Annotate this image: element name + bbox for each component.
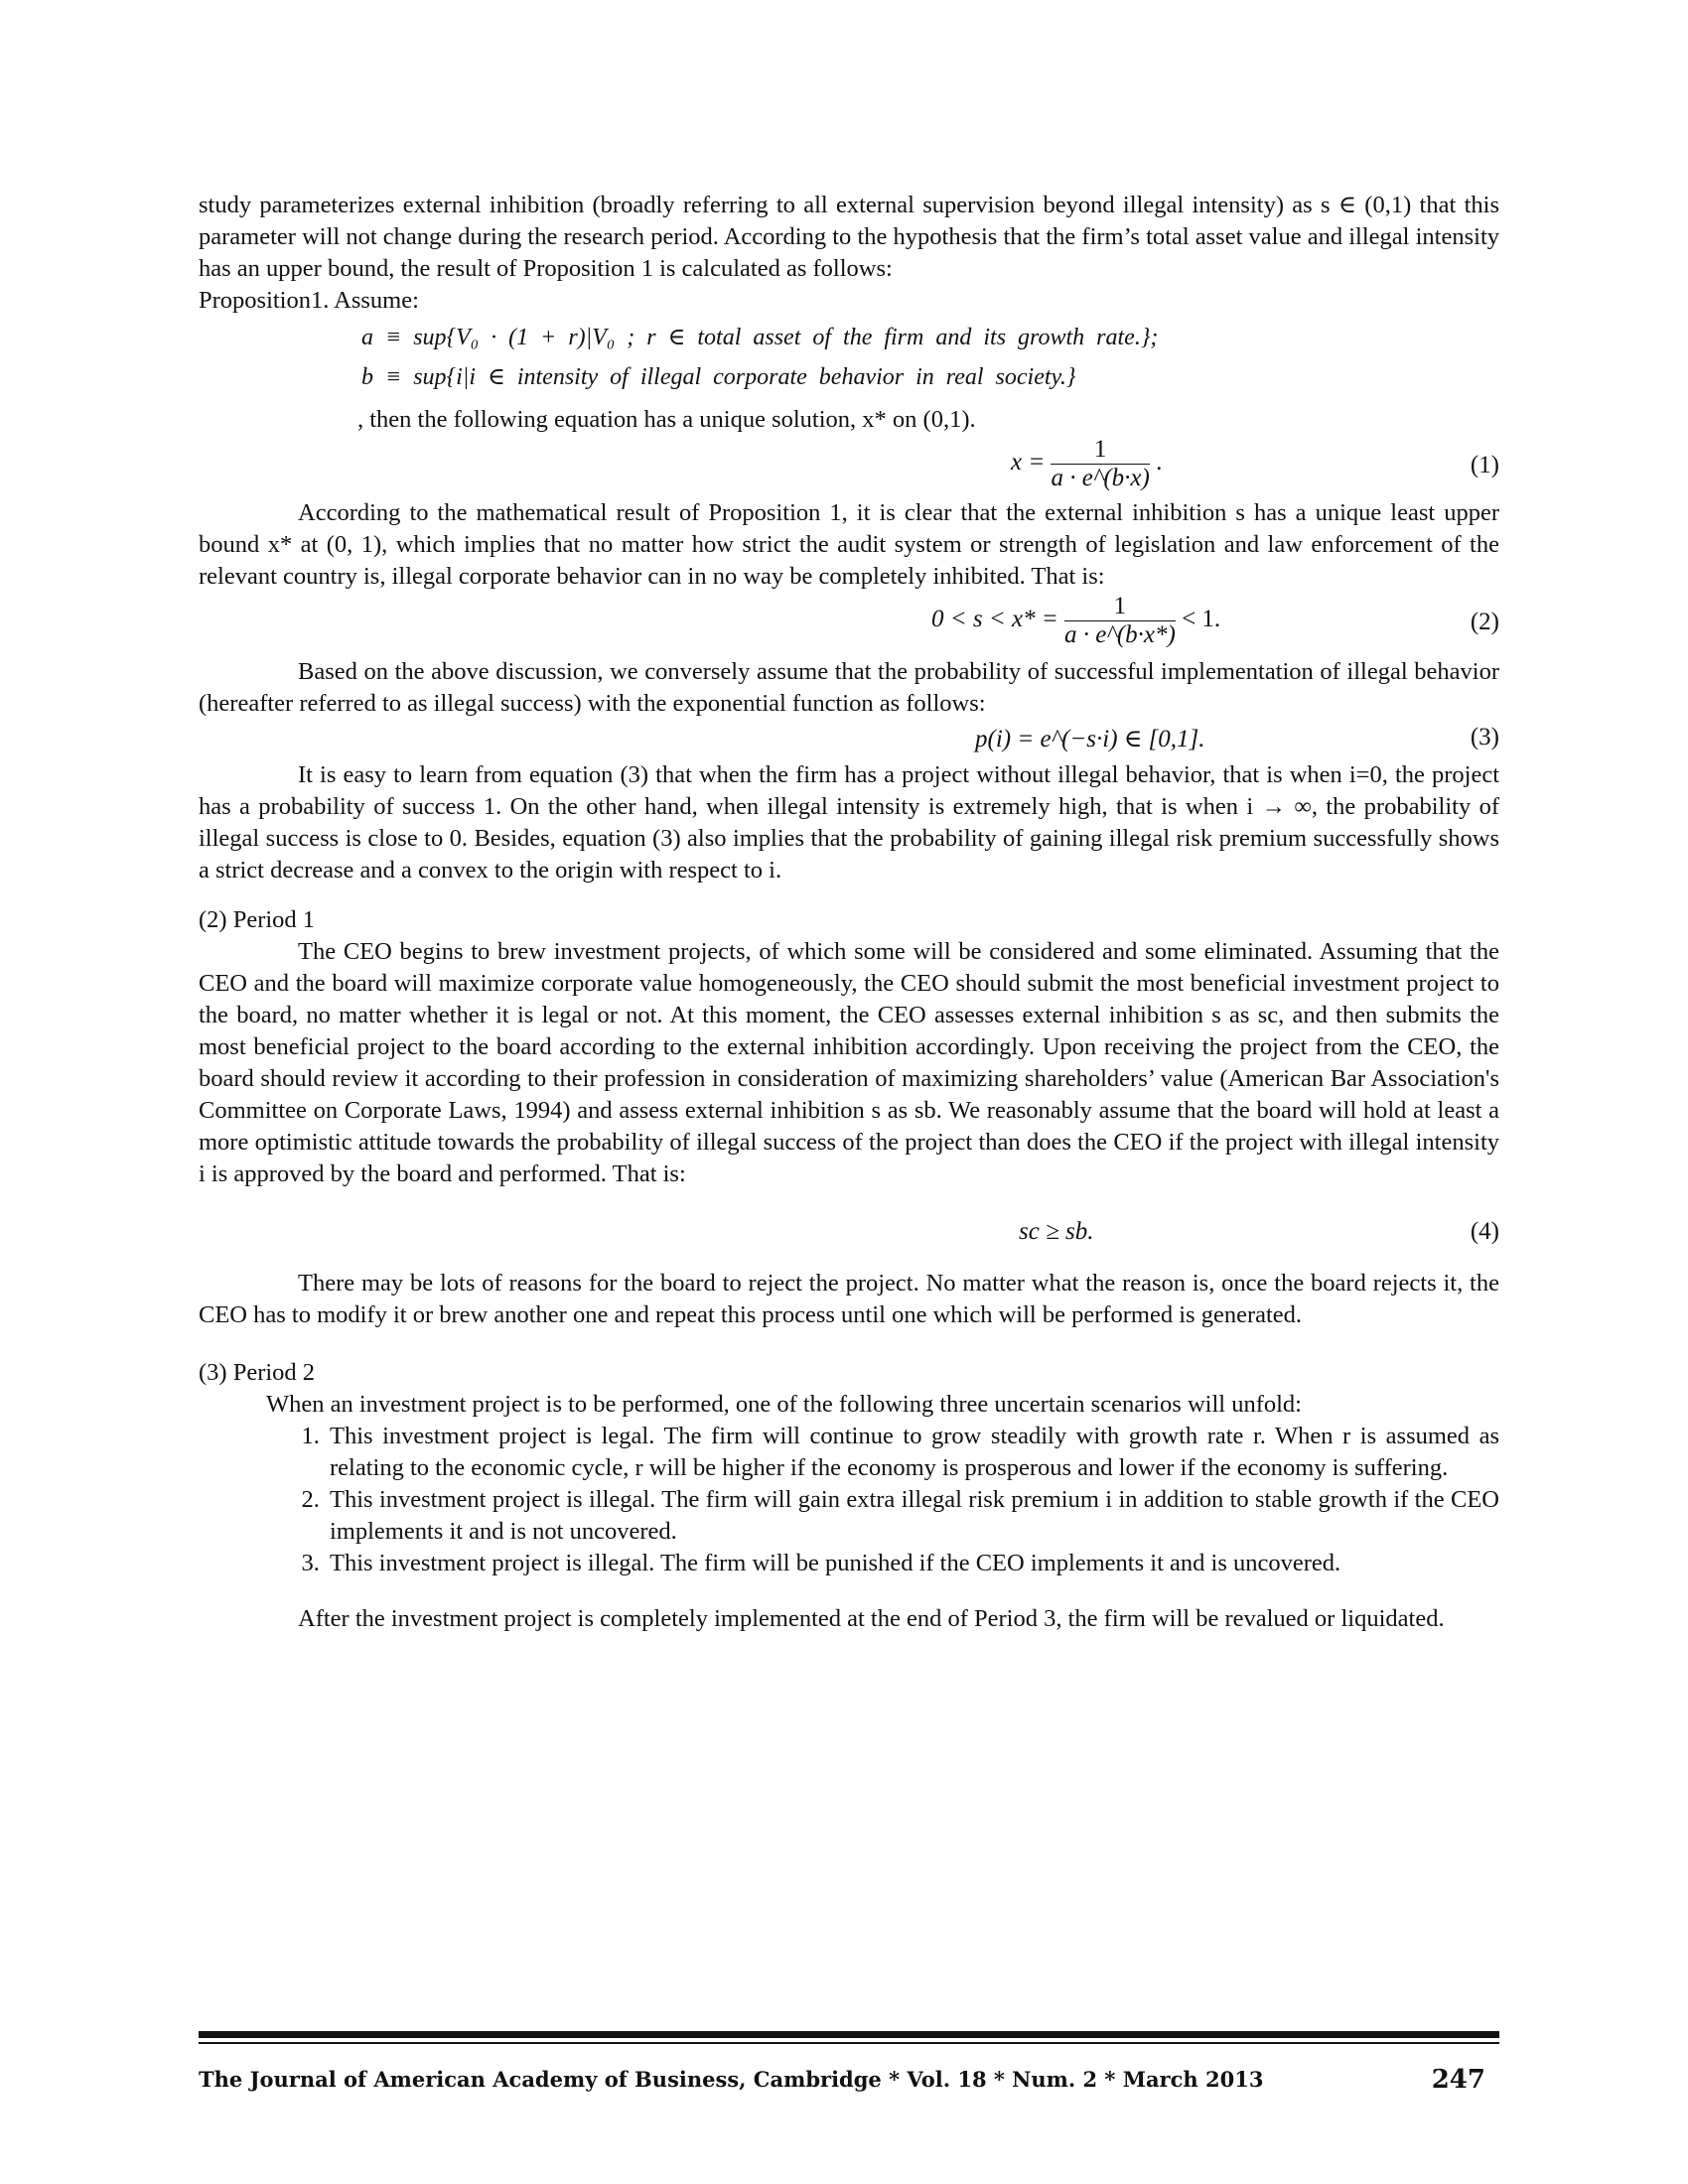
- paragraph: After the investment project is completely implemented at the end of Period 3, the firm will be revalued or liquidated.: [298, 1605, 1445, 1632]
- equation-number: (1): [1470, 452, 1499, 478]
- list-item: 3. This investment project is illegal. The firm will be punished if the CEO implements it and is uncovered.: [326, 1548, 1499, 1579]
- definition-b: b ≡ sup{i|i ∈ intensity of illegal corporate behavior in real society.}: [361, 364, 1076, 390]
- paragraph: When an investment project is to be performed, one of the following three uncertain scenarios will unfold:: [266, 1391, 1302, 1418]
- equation-number: (3): [1470, 724, 1499, 751]
- scenario-list: [199, 1421, 1499, 1579]
- list-item: 2. This investment project is illegal. The firm will gain extra illegal risk premium i in addition to stable growth if the CEO implements it and is not uncovered.: [326, 1484, 1499, 1548]
- equation-3: p(i) = e^(−s·i) ∈ [0,1]. (3): [975, 724, 1499, 752]
- section-heading: (3) Period 2: [199, 1359, 316, 1386]
- paragraph: It is easy to learn from equation (3) that when the firm has a project without illegal behavior, that is when i=0, the project has a probability of success 1. On the other hand, when illegal intensity is extremely high, that is when i → ∞, the probability of illegal success is close to 0. Besides, equation (3) also implies that the probability of gaining illegal risk premium successfully shows a strict decrease and a convex to the origin with respect to i.: [199, 761, 1499, 884]
- page-body: [199, 192, 1499, 1635]
- page-footer: [199, 2065, 1499, 2095]
- page-number: 247: [1431, 2065, 1485, 2095]
- fraction: $\frac{1}{a \cdot e\^{}(b\cdot x)}$: [1051, 436, 1150, 491]
- section-heading: (2) Period 1: [199, 906, 316, 933]
- footer-rule: [199, 2031, 1499, 2038]
- proposition-label: Proposition1. Assume:: [199, 287, 419, 314]
- footer-rule: [199, 2042, 1499, 2044]
- paragraph: According to the mathematical result of Proposition 1, it is clear that the external inhibition s has a unique least upper bound x* at (0, 1), which implies that no matter how strict the audit system or strength of legislation and law enforcement of the relevant country is, illegal corporate behavior can in no way be completely inhibited. That is:: [199, 499, 1499, 590]
- paragraph: study parameterizes external inhibition (broadly referring to all external supervision beyond illegal intensity) as s ∈ (0,1) that this parameter will not change during the research period. According to the hypothesis that the firm’s total asset value and illegal intensity has an upper bound, the result of Proposition 1 is calculated as follows:: [199, 192, 1499, 282]
- definition-a: a ≡ sup{V₀ · (1 + r)|V₀ ; r ∈ total asset of the firm and its growth rate.};: [361, 325, 1159, 350]
- paragraph: There may be lots of reasons for the board to reject the project. No matter what the reason is, once the board rejects it, the CEO has to modify it or brew another one and repeat this process until one which will be performed is generated.: [199, 1270, 1499, 1328]
- paragraph: The CEO begins to brew investment projects, of which some will be considered and some eliminated. Assuming that the CEO and the board will maximize corporate value homogeneously, the CEO should submit the most beneficial investment project to the board, no matter whether it is legal or not. At this moment, the CEO assesses external inhibition s as sc, and then submits the most beneficial project to the board according to the external inhibition accordingly. Upon receiving the project from the CEO, the board should review it according to their profession in consideration of maximizing shareholders’ value (American Bar Association's Committee on Corporate Laws, 1994) and assess external inhibition s as sb. We reasonably assume that the board will hold at least a more optimistic attitude towards the probability of illegal success of the project than does the CEO if the project with illegal intensity i is approved by the board and performed. That is:: [199, 938, 1499, 1187]
- then-line: , then the following equation has a unique solution, x* on (0,1).: [357, 406, 976, 433]
- equation-2: 0 < s < x* = $\frac{1}{a \cdot e\^{}(b\cdot x*)}$ < 1. (2): [931, 593, 1499, 648]
- paragraph: Based on the above discussion, we conversely assume that the probability of successful implementation of illegal behavior (hereafter referred to as illegal success) with the exponential function as follows:: [199, 658, 1499, 717]
- list-item: 1. This investment project is legal. The firm will continue to grow steadily with growth rate r. When r is assumed as relating to the economic cycle, r will be higher if the economy is prosperous and lower if the economy is suffering.: [326, 1421, 1499, 1484]
- equation-number: (2): [1470, 609, 1499, 635]
- fraction: $\frac{1}{a \cdot e\^{}(b\cdot x*)}$: [1063, 593, 1176, 648]
- journal-citation: The Journal of American Academy of Business, Cambridge * Vol. 18 * Num. 2 * March 2013: [199, 2067, 1264, 2092]
- equation-number: (4): [1470, 1218, 1499, 1245]
- equation-4: sc ≥ sb. (4): [1019, 1218, 1499, 1245]
- equation-1: x = $\frac{1}{a \cdot e\^{}(b\cdot x)}$ . (1): [1011, 436, 1499, 491]
